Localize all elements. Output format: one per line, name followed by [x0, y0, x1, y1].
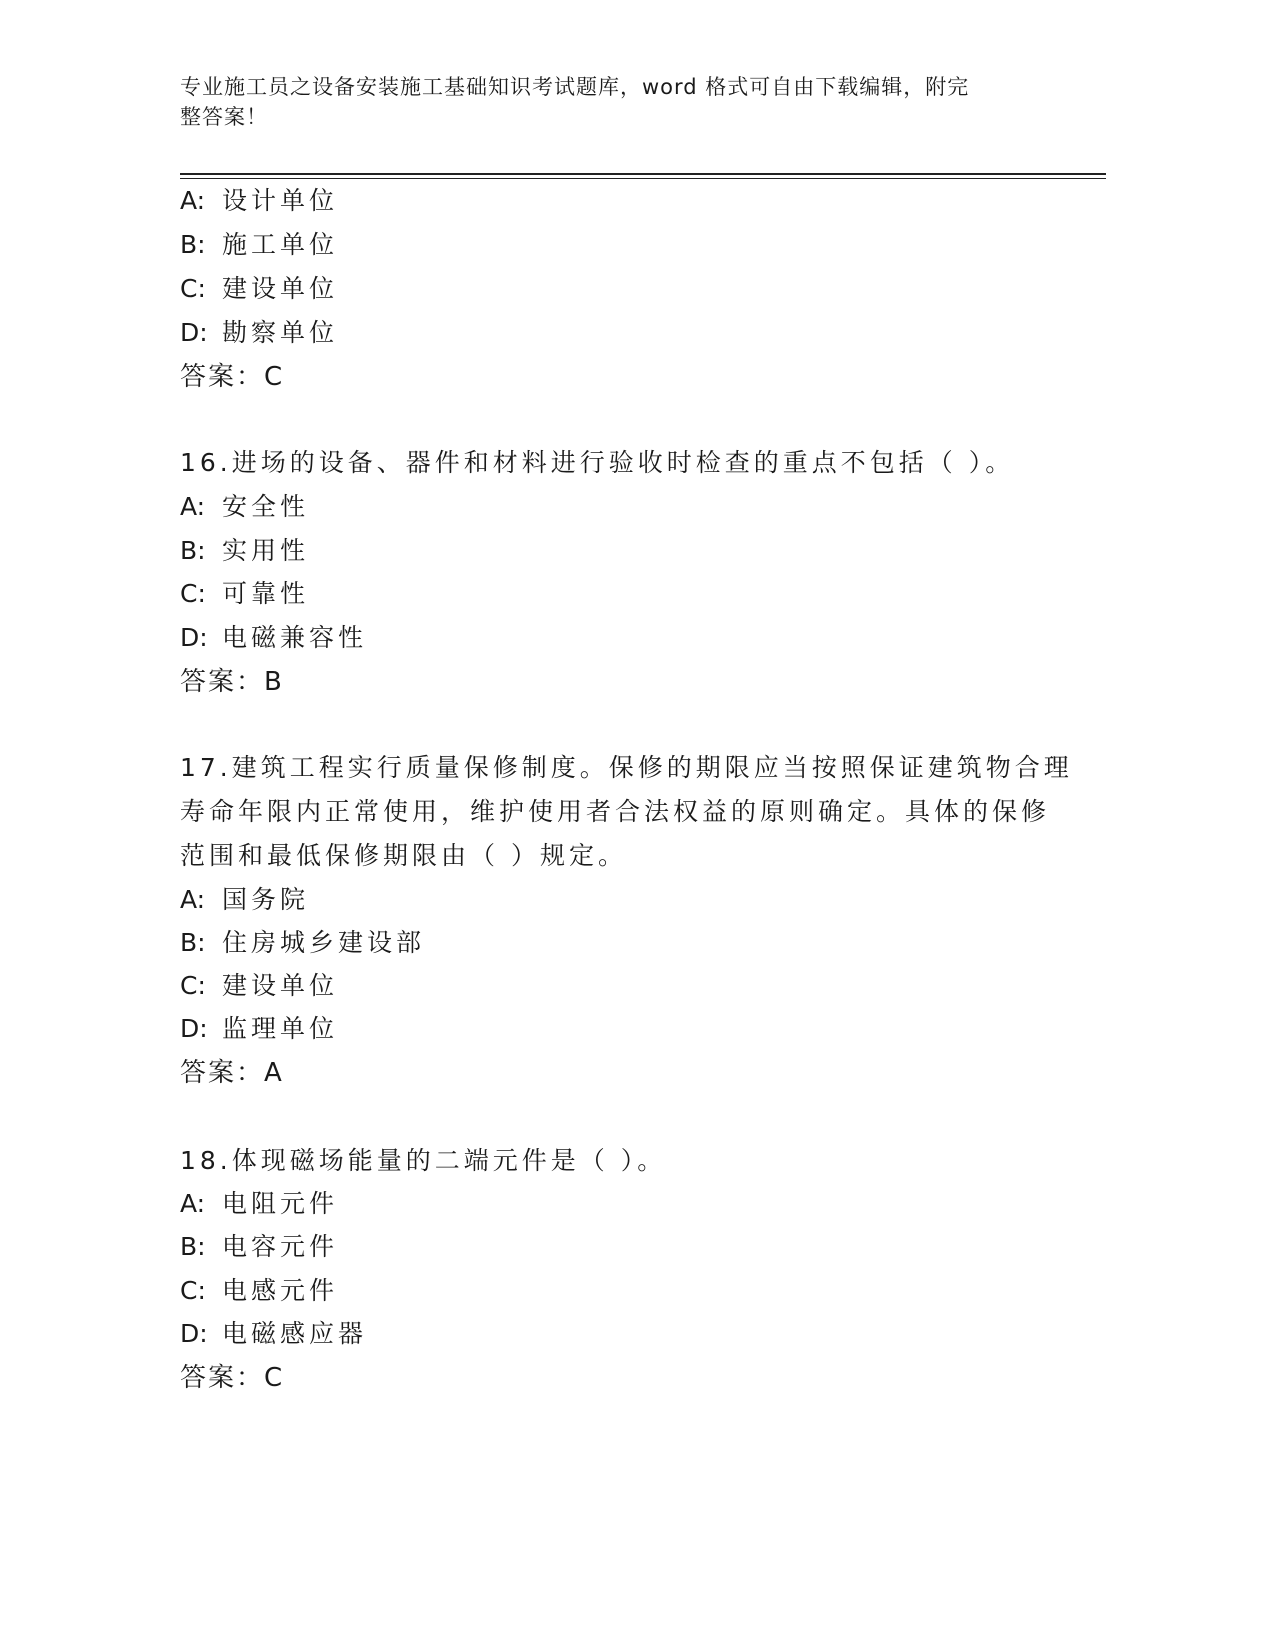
q16-answer: 答案：B — [180, 667, 284, 697]
option-letter: B: — [180, 536, 206, 565]
option-letter: C: — [180, 274, 206, 303]
q17-option-d — [180, 1013, 338, 1045]
option-text: 安全性 — [222, 492, 310, 521]
option-letter: B: — [180, 230, 206, 259]
option-text: 电感元件 — [222, 1276, 339, 1305]
q18-stem: 18.体现磁场能量的二端元件是（ ）。 — [180, 1146, 667, 1175]
option-text: 实用性 — [222, 536, 310, 565]
option-letter: C: — [180, 579, 206, 608]
option-text: 勘察单位 — [222, 318, 339, 347]
q18-option-a — [180, 1188, 338, 1220]
q18-option-d — [180, 1318, 367, 1350]
option-letter: A: — [180, 492, 206, 521]
q17-stem-line-3: 范围和最低保修期限由（ ）规定。 — [180, 841, 627, 870]
q15-option-b — [180, 229, 338, 261]
q17-option-c — [180, 970, 338, 1002]
q15-option-a — [180, 185, 338, 217]
option-letter: D: — [180, 1319, 208, 1348]
option-letter: A: — [180, 186, 206, 215]
option-text: 国务院 — [222, 885, 310, 914]
option-letter: B: — [180, 928, 206, 957]
header-divider-thick — [180, 173, 1106, 175]
q15-answer: 答案：C — [180, 362, 285, 392]
option-text: 设计单位 — [222, 186, 339, 215]
option-letter: D: — [180, 1014, 208, 1043]
q17-stem-line-2: 寿命年限内正常使用，维护使用者合法权益的原则确定。具体的保修 — [180, 797, 1051, 826]
option-text: 施工单位 — [222, 230, 339, 259]
option-letter: D: — [180, 318, 208, 347]
option-letter: B: — [180, 1232, 206, 1261]
option-letter: C: — [180, 971, 206, 1000]
q17-answer: 答案：A — [180, 1058, 284, 1088]
option-text: 监理单位 — [222, 1014, 339, 1043]
option-text: 电磁感应器 — [222, 1319, 368, 1348]
option-text: 电磁兼容性 — [222, 623, 368, 652]
q16-option-d — [180, 622, 367, 654]
q16-stem: 16.进场的设备、器件和材料进行验收时检查的重点不包括（ ）。 — [180, 448, 1015, 477]
q16-option-b — [180, 535, 309, 567]
q16-option-a — [180, 491, 309, 523]
option-text: 建设单位 — [222, 971, 339, 1000]
q17-option-b — [180, 927, 425, 959]
option-text: 建设单位 — [222, 274, 339, 303]
document-header — [180, 72, 1040, 132]
option-text: 电阻元件 — [222, 1189, 339, 1218]
q18-option-b — [180, 1231, 338, 1263]
q15-option-d — [180, 317, 338, 349]
option-text: 电容元件 — [222, 1232, 339, 1261]
q16-option-c — [180, 578, 309, 610]
q18-option-c — [180, 1275, 338, 1307]
option-text: 可靠性 — [222, 579, 310, 608]
option-letter: A: — [180, 1189, 206, 1218]
header-line-2: 整答案！ — [180, 105, 268, 129]
q18-answer: 答案：C — [180, 1363, 285, 1393]
q17-option-a — [180, 884, 309, 916]
header-divider-thin — [180, 178, 1106, 179]
option-letter: C: — [180, 1276, 206, 1305]
header-line-1: 专业施工员之设备安装施工基础知识考试题库，word 格式可自由下载编辑，附完 — [180, 75, 970, 99]
q17-stem-line-1: 17.建筑工程实行质量保修制度。保修的期限应当按照保证建筑物合理 — [180, 753, 1073, 782]
option-letter: D: — [180, 623, 208, 652]
option-text: 住房城乡建设部 — [222, 928, 426, 957]
q15-option-c — [180, 273, 338, 305]
option-letter: A: — [180, 885, 206, 914]
